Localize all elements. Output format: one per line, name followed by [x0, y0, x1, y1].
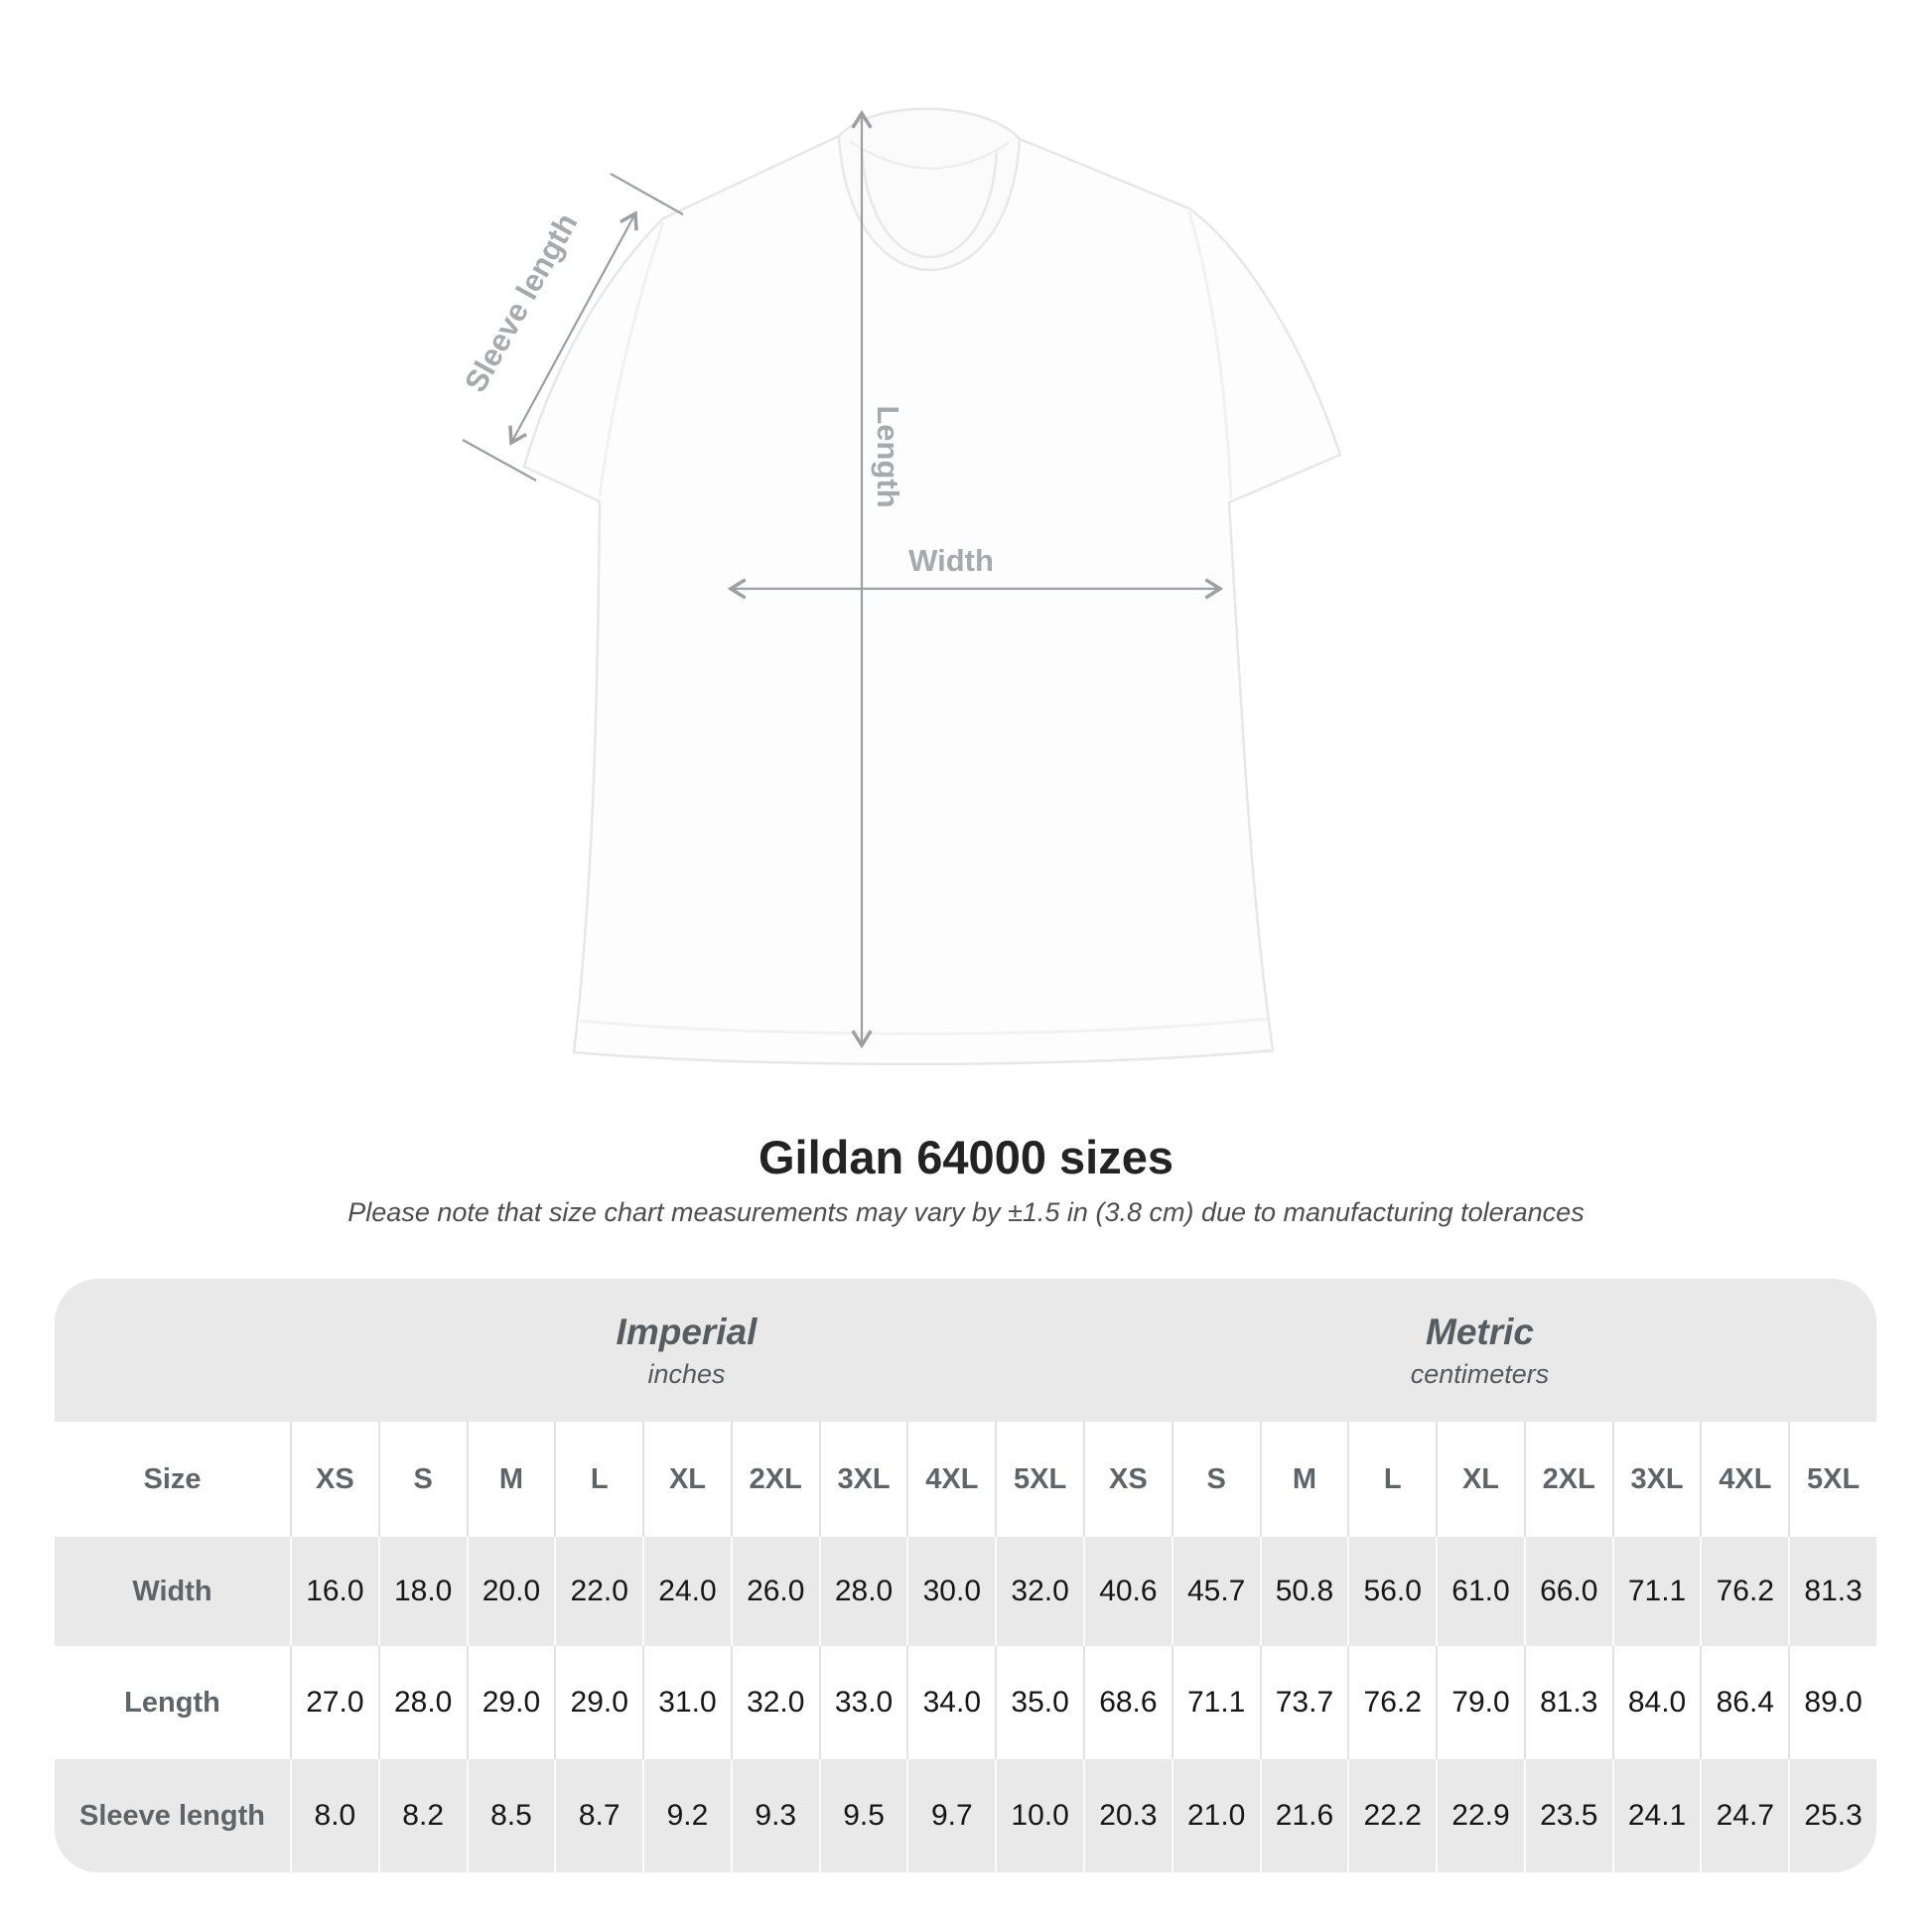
size-col-header: 2XL: [1524, 1422, 1612, 1537]
size-col-header: 5XL: [995, 1422, 1083, 1537]
size-col-header: XL: [1436, 1422, 1524, 1537]
size-col-header: M: [467, 1422, 555, 1537]
size-col-header: L: [554, 1422, 642, 1537]
table-cell: 35.0: [995, 1646, 1083, 1759]
table-cell: 32.0: [995, 1537, 1083, 1646]
table-cell: 8.7: [554, 1759, 642, 1872]
table-cell: 24.0: [642, 1537, 731, 1646]
sleeve-dimension-end-tick: [611, 174, 683, 214]
imperial-group-label: Imperial: [616, 1311, 758, 1352]
sleeve-length-dimension-label: Sleeve length: [458, 207, 585, 398]
table-cell: 20.0: [467, 1537, 555, 1646]
row-label: Length: [124, 1686, 220, 1719]
table-cell: 16.0: [290, 1537, 378, 1646]
table-cell: 66.0: [1524, 1537, 1612, 1646]
size-col-header: 3XL: [819, 1422, 907, 1537]
table-cell: 33.0: [819, 1646, 907, 1759]
table-cell: 28.0: [819, 1537, 907, 1646]
table-cell: 27.0: [290, 1646, 378, 1759]
table-cell: 24.1: [1612, 1759, 1701, 1872]
table-cell: 81.3: [1788, 1537, 1876, 1646]
table-cell: 24.7: [1700, 1759, 1788, 1872]
table-cell: 76.2: [1347, 1646, 1436, 1759]
table-cell: 76.2: [1700, 1537, 1788, 1646]
table-cell: 32.0: [731, 1646, 819, 1759]
table-cell: 79.0: [1436, 1646, 1524, 1759]
table-cell: 9.2: [642, 1759, 731, 1872]
table-cell: 8.2: [378, 1759, 467, 1872]
table-cell: 23.5: [1524, 1759, 1612, 1872]
metric-group-unit: centimeters: [1410, 1358, 1550, 1389]
table-cell: 21.0: [1172, 1759, 1260, 1872]
table-cell: 56.0: [1347, 1537, 1436, 1646]
size-table: [55, 1279, 1876, 1872]
table-cell: 89.0: [1788, 1646, 1876, 1759]
size-col-header: S: [1172, 1422, 1260, 1537]
imperial-group-header: [290, 1279, 1083, 1422]
table-cell: 22.2: [1347, 1759, 1436, 1872]
table-cell: 22.0: [554, 1537, 642, 1646]
page-title: Gildan 64000 sizes: [758, 1131, 1174, 1183]
size-col-header: 4XL: [1700, 1422, 1788, 1537]
table-cell: 30.0: [906, 1537, 995, 1646]
table-cell: 26.0: [731, 1537, 819, 1646]
row-label: Sleeve length: [79, 1799, 265, 1832]
table-cell: 50.8: [1260, 1537, 1348, 1646]
length-dimension-label: Length: [870, 405, 905, 508]
size-col-header: 5XL: [1788, 1422, 1876, 1537]
size-col-header: XS: [1083, 1422, 1172, 1537]
size-col-header: M: [1260, 1422, 1348, 1537]
table-cell: 20.3: [1083, 1759, 1172, 1872]
table-cell: 29.0: [554, 1646, 642, 1759]
table-cell: 8.5: [467, 1759, 555, 1872]
table-cell: 61.0: [1436, 1537, 1524, 1646]
table-cell: 9.7: [906, 1759, 995, 1872]
size-col-header: 4XL: [906, 1422, 995, 1537]
metric-group-label: Metric: [1426, 1311, 1534, 1352]
table-cell: 22.9: [1436, 1759, 1524, 1872]
table-cell: 8.0: [290, 1759, 378, 1872]
table-cell: 25.3: [1788, 1759, 1876, 1872]
imperial-group-unit: inches: [647, 1358, 726, 1389]
table-cell: 9.5: [819, 1759, 907, 1872]
table-cell: 84.0: [1612, 1646, 1701, 1759]
table-cell: 68.6: [1083, 1646, 1172, 1759]
table-cell: 34.0: [906, 1646, 995, 1759]
table-row-sleeve-length: [55, 1759, 1876, 1872]
table-cell: 45.7: [1172, 1537, 1260, 1646]
metric-group-header: [1083, 1279, 1876, 1422]
size-col-header: S: [378, 1422, 467, 1537]
table-cell: 29.0: [467, 1646, 555, 1759]
table-cell: 31.0: [642, 1646, 731, 1759]
table-cell: 10.0: [995, 1759, 1083, 1872]
table-cell: 18.0: [378, 1537, 467, 1646]
page-subtitle: Please note that size chart measurements may vary by ±1.5 in (3.8 cm) due to manufacturing tolerances: [347, 1197, 1585, 1227]
table-cell: 81.3: [1524, 1646, 1612, 1759]
table-cell: 28.0: [378, 1646, 467, 1759]
table-cell: 21.6: [1260, 1759, 1348, 1872]
table-cell: 71.1: [1612, 1537, 1701, 1646]
table-row-width: [55, 1537, 1876, 1646]
size-col-header: XL: [642, 1422, 731, 1537]
table-cell: 73.7: [1260, 1646, 1348, 1759]
size-col-header: XS: [290, 1422, 378, 1537]
size-col-header: L: [1347, 1422, 1436, 1537]
unit-group-band: [55, 1279, 1876, 1422]
tshirt-illustration: [524, 109, 1340, 1064]
size-col-header: 3XL: [1612, 1422, 1701, 1537]
size-header-row: [55, 1422, 1876, 1537]
width-dimension-label: Width: [908, 543, 994, 578]
size-col-header: 2XL: [731, 1422, 819, 1537]
size-column-title: Size: [143, 1462, 202, 1495]
table-cell: 40.6: [1083, 1537, 1172, 1646]
table-row-length: [55, 1646, 1876, 1759]
table-cell: 71.1: [1172, 1646, 1260, 1759]
table-cell: 86.4: [1700, 1646, 1788, 1759]
table-cell: 9.3: [731, 1759, 819, 1872]
row-label: Width: [132, 1575, 212, 1607]
